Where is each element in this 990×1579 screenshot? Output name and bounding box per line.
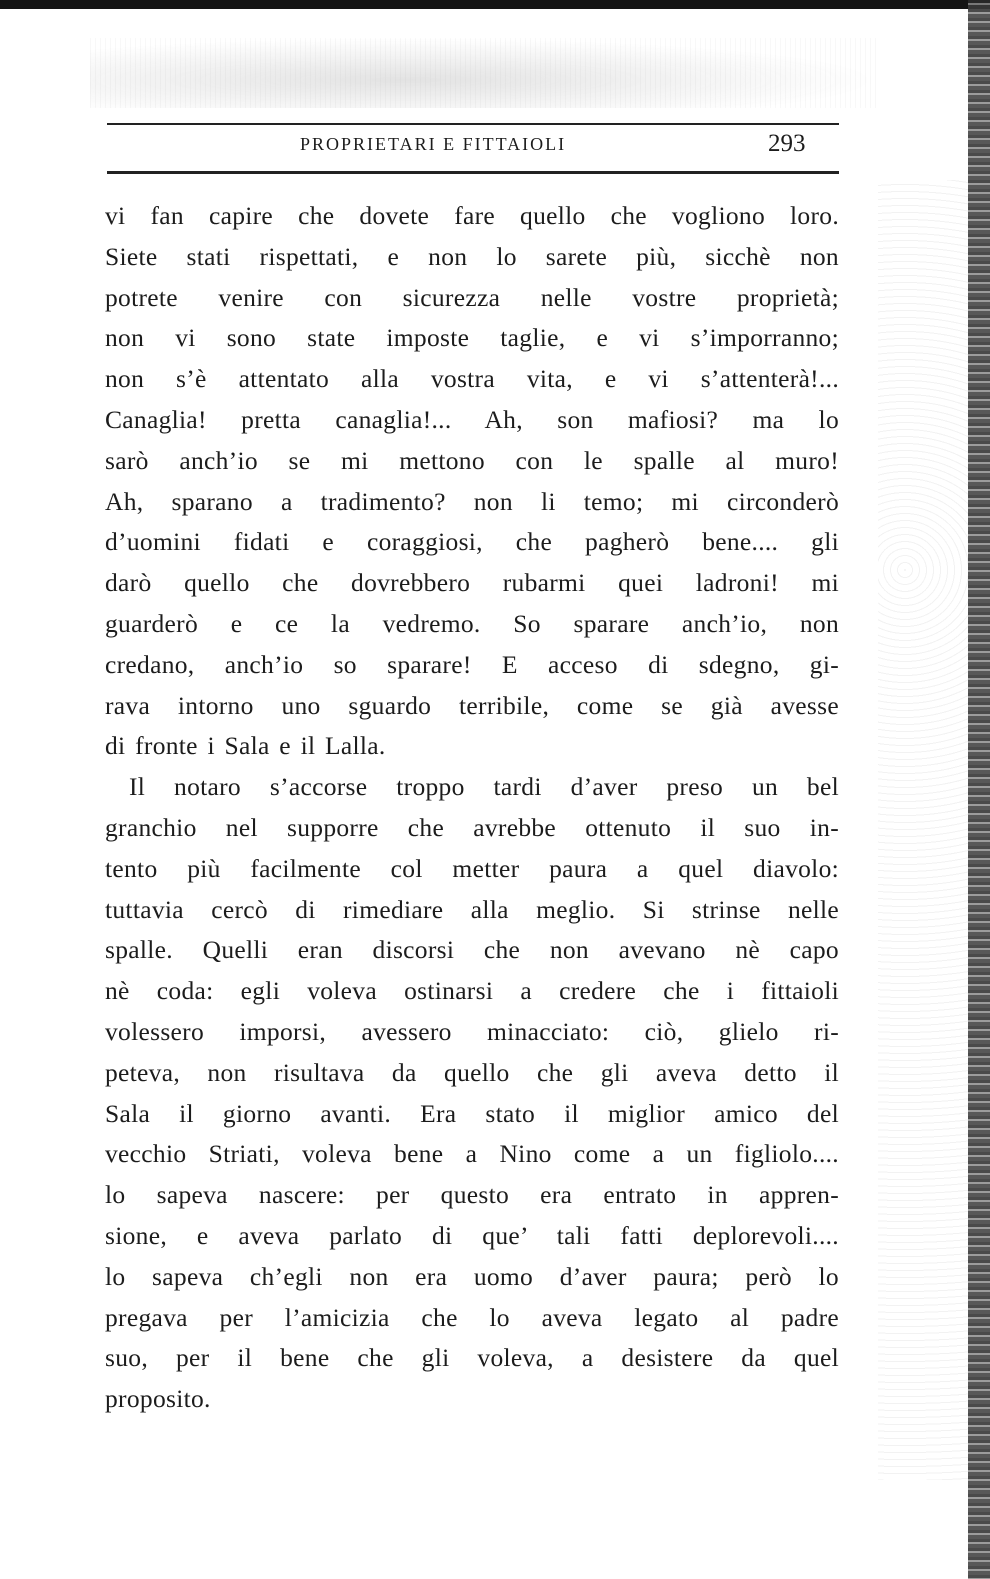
scan-noise	[90, 38, 880, 108]
text-line: tento più facilmente col metter paura a quel diavolo:	[105, 853, 839, 883]
text-line: lo sapeva ch’egli non era uomo d’aver paura; però lo	[105, 1261, 839, 1291]
page-binding-edge	[968, 0, 990, 1579]
scan-speckle	[878, 180, 968, 1480]
text-line: vi fan capire che dovete fare quello che vogliono loro.	[105, 201, 839, 230]
text-line: potrete venire con sicurezza nelle vostre proprietà;	[105, 282, 839, 312]
text-line: lo sapeva nascere: per questo era entrato in appren-	[105, 1180, 839, 1210]
text-line: sarò anch’io se mi mettono con le spalle al muro!	[105, 445, 839, 475]
text-line: suo, per il bene che gli voleva, a desistere da quel	[105, 1343, 839, 1373]
text-line: d’uomini fidati e coraggiosi, che pagherò bene.... gli	[105, 527, 839, 557]
text-line: di fronte i Sala e il Lalla.	[105, 731, 386, 761]
text-line: sione, e aveva parlato di que’ tali fatti deplorevoli....	[105, 1220, 839, 1250]
text-line: darò quello che dovrebbero rubarmi quei ladroni! mi	[105, 568, 839, 598]
paragraph	[105, 767, 839, 1420]
text-line: peteva, non risultava da quello che gli aveva detto il	[105, 1057, 839, 1087]
header-rule	[107, 123, 839, 125]
text-line: nè coda: egli voleva ostinarsi a credere che i fittaioli	[105, 976, 839, 1006]
text-line: guarderò e ce la vedremo. So sparare anch’io, non	[105, 608, 839, 638]
body-text	[105, 196, 839, 1420]
text-line: non vi sono state imposte taglie, e vi s’imporranno;	[105, 323, 839, 353]
text-line: proposito.	[105, 1384, 211, 1414]
text-line: non s’è attentato alla vostra vita, e vi s’attenterà!...	[105, 364, 839, 394]
text-line: Sala il giorno avanti. Era stato il miglior amico del	[105, 1098, 839, 1128]
text-line: vecchio Striati, voleva bene a Nino come a un figliolo....	[105, 1139, 839, 1169]
text-line: Canaglia! pretta canaglia!... Ah, son mafiosi? ma lo	[105, 404, 839, 434]
text-line: granchio nel supporre che avrebbe ottenuto il suo in-	[105, 812, 839, 842]
text-line: Siete stati rispettati, e non lo sarete più, sicchè non	[105, 241, 839, 271]
text-line: credano, anch’io so sparare! E acceso di sdegno, gi-	[105, 649, 839, 679]
text-line: Ah, sparano a tradimento? non li temo; mi circonderò	[105, 486, 839, 516]
text-line: rava intorno uno sguardo terribile, come se già avesse	[105, 690, 839, 720]
page-number: 293	[768, 130, 806, 157]
header-rule-bottom	[107, 171, 839, 174]
text-line: tuttavia cercò di rimediare alla meglio. Si strinse nelle	[105, 894, 839, 924]
text-line: volessero imporsi, avessero minacciato: ciò, glielo ri-	[105, 1016, 839, 1046]
page-top-edge	[0, 0, 990, 9]
text-line: pregava per l’amicizia che lo aveva legato al padre	[105, 1302, 839, 1332]
text-line: Il notaro s’accorse troppo tardi d’aver preso un bel	[129, 772, 839, 802]
running-title: PROPRIETARI E FITTAIOLI	[300, 134, 567, 154]
paragraph	[105, 196, 839, 767]
text-line: spalle. Quelli eran discorsi che non avevano nè capo	[105, 935, 839, 965]
